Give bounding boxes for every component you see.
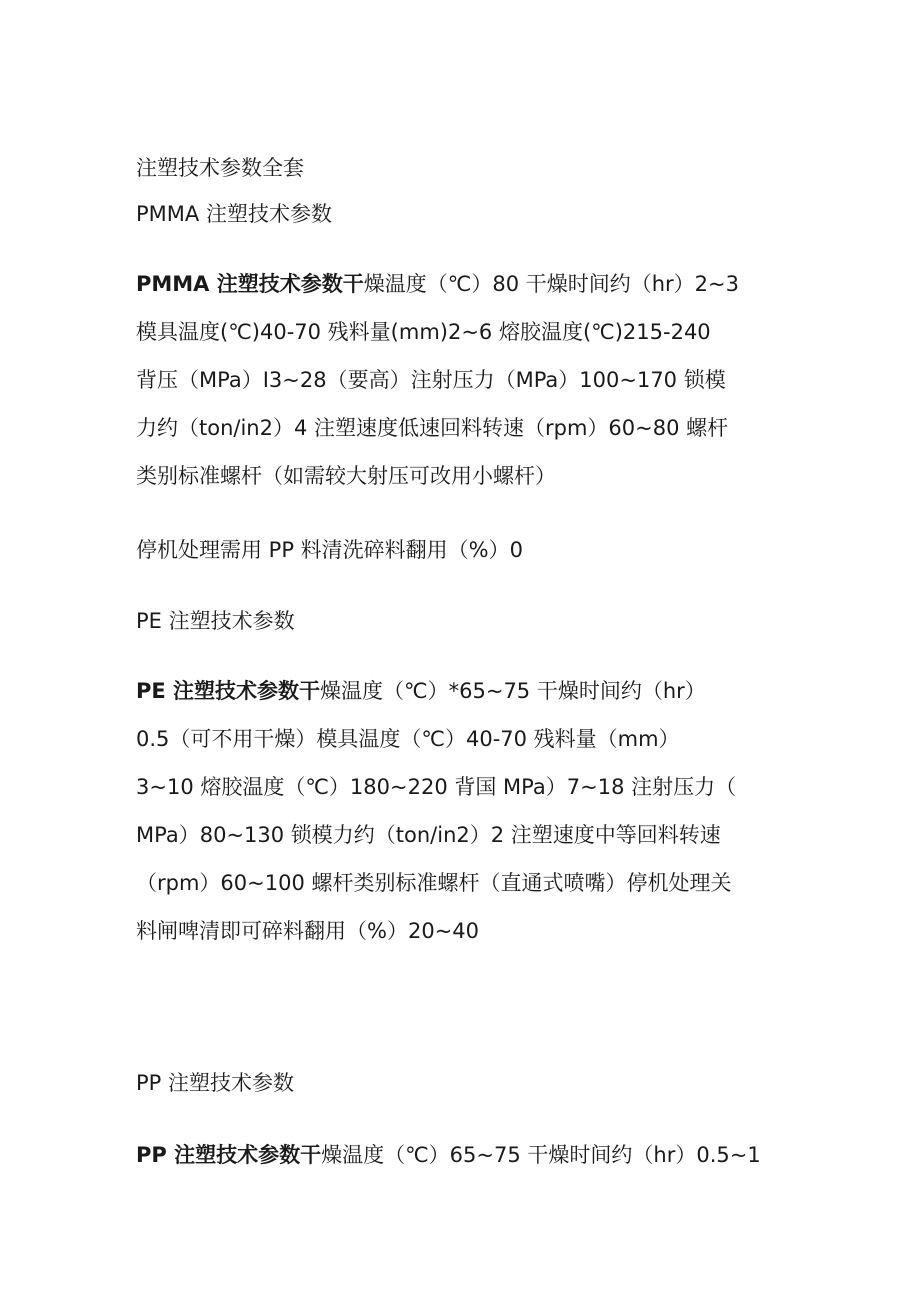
body-line-text: 燥温度（℃）*65~75 干燥时间约（hr） (320, 679, 706, 703)
body-line (136, 260, 796, 308)
body-line-text: 燥温度（℃）65~75 干燥时间约（hr）0.5~1 (321, 1143, 761, 1167)
body-line: 料闸啤清即可碎料翻用（%）20~40 (136, 919, 479, 943)
section-body-pe (136, 667, 796, 955)
body-line: 类别标准螺杆（如需较大射压可改用小螺杆） (136, 464, 556, 488)
body-lead-bold: PMMA 注塑技术参数干 (136, 272, 364, 296)
section-heading-pp: PP 注塑技术参数 (136, 1071, 295, 1095)
body-line: （rpm）60~100 螺杆类别标准螺杆（直通式喷嘴）停机处理关 (136, 871, 732, 895)
body-line-text: 燥温度（℃）80 干燥时间约（hr）2~3 (363, 272, 739, 296)
body-line: 3~10 熔胶温度（℃）180~220 背国 MPa）7~18 注射压力（ (136, 775, 737, 799)
body-lead-bold: PP 注塑技术参数干 (136, 1143, 322, 1167)
section-body-pmma (136, 260, 796, 500)
body-line: 0.5（可不用干燥）模具温度（℃）40-70 残料量（mm） (136, 727, 680, 751)
body-line: MPa）80~130 锁模力约（ton/in2）2 注塑速度中等回料转速 (136, 823, 721, 847)
section-extra-pmma: 停机处理需用 PP 料清洗碎料翻用（%）0 (136, 538, 523, 562)
body-line: 模具温度(℃)40-70 残料量(mm)2~6 熔胶温度(℃)215-240 (136, 320, 711, 344)
body-line (136, 667, 796, 715)
document-title: 注塑技术参数全套 (136, 156, 304, 180)
body-line: 力约（ton/in2）4 注塑速度低速回料转速（rpm）60~80 螺杆 (136, 416, 729, 440)
section-heading-pe: PE 注塑技术参数 (136, 609, 295, 633)
section-body-pp (136, 1131, 796, 1179)
body-lead-bold: PE 注塑技术参数干 (136, 679, 321, 703)
body-line (136, 1131, 796, 1179)
body-line: 背压（MPa）I3~28（要高）注射压力（MPa）100~170 锁模 (136, 368, 726, 392)
section-heading-pmma: PMMA 注塑技术参数 (136, 202, 332, 226)
